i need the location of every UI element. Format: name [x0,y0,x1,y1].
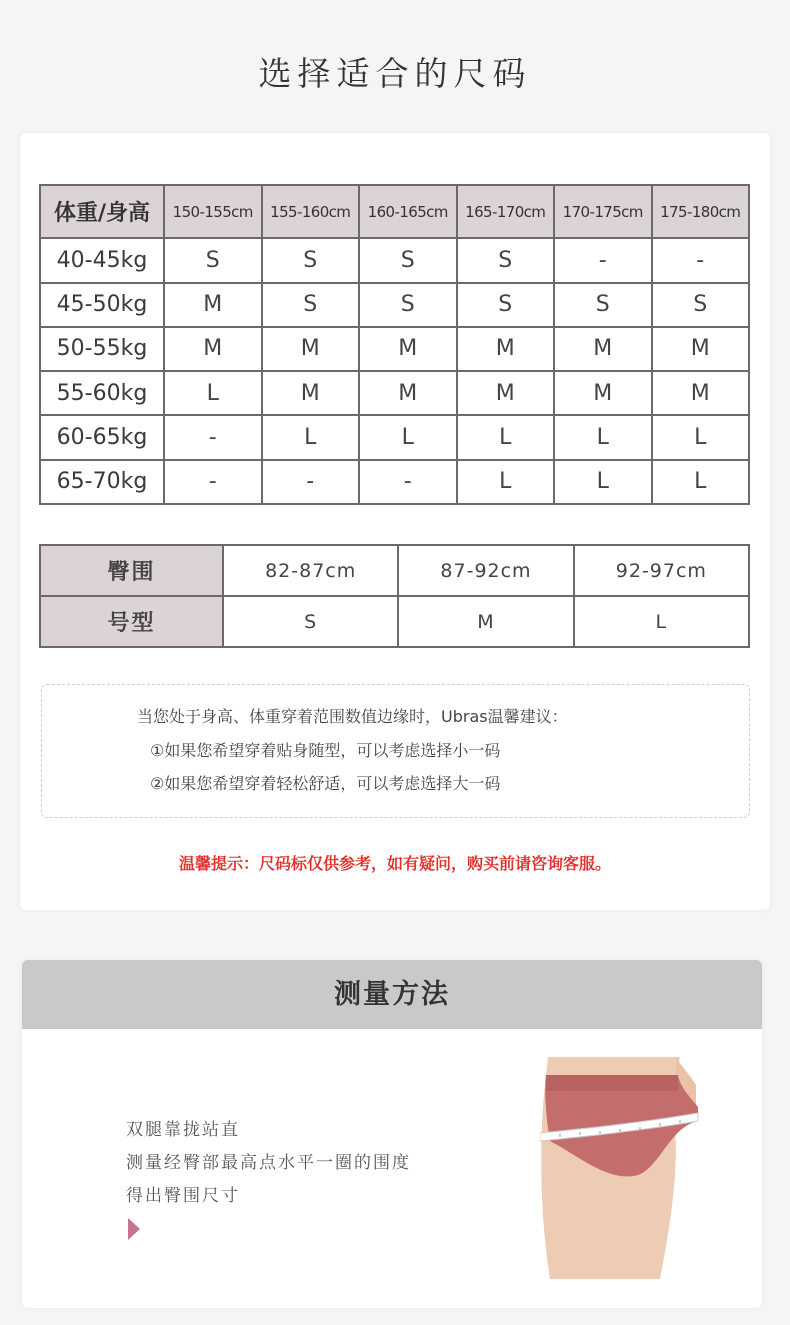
size-cell: S [554,283,652,327]
hip-measurement-illustration [540,1057,700,1279]
height-header: 165-170cm [457,185,555,238]
size-cell: S [262,283,360,327]
measurement-step: 测量经臀部最高点水平一圈的围度 [126,1153,411,1173]
fit-advice-line: ②如果您希望穿着轻松舒适，可以考虑选择大一码 [150,774,501,793]
size-cell: L [457,415,555,459]
height-header: 160-165cm [359,185,457,238]
size-cell: S [262,238,360,282]
size-cell: M [554,327,652,371]
weight-cell: 40-45kg [40,238,164,282]
size-cell: - [164,415,262,459]
play-arrow-icon [128,1218,140,1240]
height-header: 150-155cm [164,185,262,238]
size-table-header-row [40,185,749,238]
type-row [40,596,749,647]
size-cell: M [554,371,652,415]
size-cell: M [262,327,360,371]
size-chart-card [20,133,770,910]
table-row [40,238,749,282]
size-cell: - [164,460,262,504]
table-row [40,460,749,504]
size-cell: M [652,327,750,371]
size-table-corner: 体重/身高 [40,185,164,238]
fit-advice-heading: 当您处于身高、体重穿着范围数值边缘时，Ubras温馨建议： [137,707,568,726]
height-header: 175-180cm [652,185,750,238]
size-cell: L [554,415,652,459]
size-cell: S [359,238,457,282]
size-cell: L [554,460,652,504]
weight-cell: 60-65kg [40,415,164,459]
table-row [40,371,749,415]
size-cell: M [262,371,360,415]
hip-range-cell: 92-97cm [574,545,749,596]
hip-range-cell: 87-92cm [398,545,573,596]
hip-row [40,545,749,596]
size-cell: S [457,283,555,327]
hip-size-table [39,544,750,648]
size-cell: M [359,327,457,371]
size-cell: S [652,283,750,327]
size-cell: L [652,415,750,459]
height-header: 155-160cm [262,185,360,238]
underwear-waistband [546,1075,678,1091]
measurement-card [22,960,762,1308]
page-title: 选择适合的尺码 [258,54,532,93]
size-table [39,184,750,505]
table-row [40,283,749,327]
size-cell: - [652,238,750,282]
size-cell: L [652,460,750,504]
size-cell: M [652,371,750,415]
type-cell: L [574,596,749,647]
measurement-title: 测量方法 [22,960,762,1029]
weight-cell: 45-50kg [40,283,164,327]
height-header: 170-175cm [554,185,652,238]
size-cell: L [359,415,457,459]
fit-advice-line: ①如果您希望穿着贴身随型，可以考虑选择小一码 [150,741,501,760]
table-row [40,415,749,459]
size-cell: M [164,327,262,371]
weight-cell: 50-55kg [40,327,164,371]
hip-range-cell: 82-87cm [223,545,398,596]
measurement-step: 得出臀围尺寸 [126,1186,240,1206]
type-label: 号型 [40,596,223,647]
size-cell: M [359,371,457,415]
measurement-step: 双腿靠拢站直 [126,1120,240,1140]
weight-cell: 55-60kg [40,371,164,415]
size-cell: - [262,460,360,504]
fit-advice-box [41,684,750,818]
size-cell: M [457,371,555,415]
size-cell: S [359,283,457,327]
size-cell: L [262,415,360,459]
size-cell: - [359,460,457,504]
table-row [40,327,749,371]
size-cell: M [164,283,262,327]
size-cell: L [164,371,262,415]
size-cell: - [554,238,652,282]
size-cell: L [457,460,555,504]
type-cell: S [223,596,398,647]
warning-text: 温馨提示：尺码标仅供参考，如有疑问，购买前请咨询客服。 [178,854,611,873]
type-cell: M [398,596,573,647]
size-cell: S [164,238,262,282]
hip-label: 臀围 [40,545,223,596]
size-cell: S [457,238,555,282]
size-cell: M [457,327,555,371]
weight-cell: 65-70kg [40,460,164,504]
